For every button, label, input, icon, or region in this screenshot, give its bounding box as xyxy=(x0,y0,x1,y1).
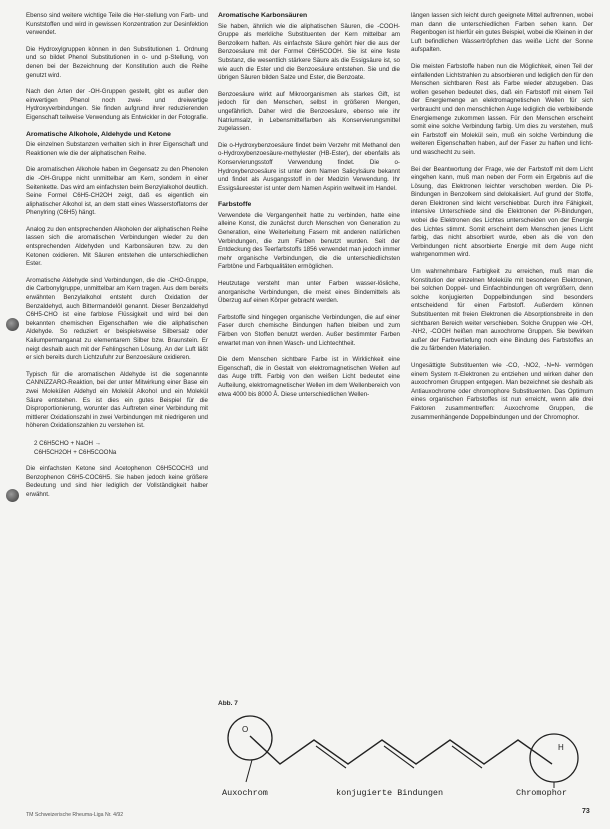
text-column-left xyxy=(26,12,208,507)
paragraph: Heutzutage versteht man unter Farben wasser-lösliche, anorganische Verbindungen, die meist eines Bindemittels als Überzug auf einen Körper gebracht werden. xyxy=(218,280,400,305)
paragraph: Die aromatischen Alkohole haben im Gegensatz zu den Phenolen die -OH-Gruppe nicht unmittelbar am Kern, sondern in einer Seitenkette. Das wird am einfachsten beim Benzylalkohol deutlich. Seine Formel C6H5-CH2OH zeigt, daß es eigentlich ein aliphatischer Alkohol ist, an dem statt eines Wasserstoffatoms der Phenylring (C6H5) hängt. xyxy=(26,166,208,217)
paragraph: Farbstoffe sind hingegen organische Verbindungen, die auf einer Faser durch chemische Bindungen haften bleiben und zum Färben von Stoffen benutzt werden. Außer bestimmter Farben erwartet man von ihnen Wasch- und Lichtechtheit. xyxy=(218,313,400,347)
label-chromophor: Chromophor xyxy=(516,788,568,798)
paragraph: Die dem Menschen sichtbare Farbe ist in Wirklichkeit eine Eigenschaft, die in Gestalt von elektromagnetischen Wellen auf das Auge trifft. Farbig von den weißen Licht bedeutet eine Aufteilung, elektromagnetischer Wellen im dem Wellenbereich von etwa 4000 bis 8000 Å. Diese unterschiedlichen Wellen- xyxy=(218,356,400,398)
conjugated-chain xyxy=(250,736,552,764)
paragraph: Typisch für die aromatischen Aldehyde ist die sogenannte CANNIZZARO-Reaktion, bei der unter Mitwirkung einer Base ein zwei Molekülen Aldehyd ein Molekül Alkohol und ein Molekül Säure entstehen. Es ist dies ein gutes Beispiel für die Disproportionierung, worunter das Auftreten einer Verbindung mit mittlerer Oxidationszahl in zwei Verbindungen mit niedrigeren und höheren Oxidationszahlen zu verstehen ist. xyxy=(26,370,208,430)
chromophore-circle xyxy=(530,734,578,782)
reaction-equation xyxy=(34,439,208,457)
paragraph: Benzoesäure wirkt auf Mikroorganismen als starkes Gift, ist jedoch für den Menschen, selbst in größeren Mengen, ungefährlich. Daher wird die Benzoesäure, ebenso wie ihr Natriumsalz, in Lebensmittelfarben als Konservierungsmittel zugelassen. xyxy=(218,90,400,133)
paragraph: Ebenso sind weitere wichtige Teile die Her-stellung von Farb- und Kunststoffen und wird in gewissen Konzentration zur Desinfektion verwendet. xyxy=(26,12,208,37)
double-bond-mark xyxy=(452,746,482,768)
label-conjugated-bonds: konjugierte Bindungen xyxy=(336,788,444,798)
paragraph: Sie haben, ähnlich wie die aliphatischen Säuren, die -COOH-Gruppe als merkliche Substituenten der Kern mittelbar am Benzolkern haften. Als einfachste Säure gehört hier die aus der Benzoesäure mit der Formel C6H5COOH. Sie ist eine feste Substanz, die wesentlich stärkere Säure als die Essigsäure ist, so wie auch die Ester und die Benzoesäure entstehen. Sie und die übrigen Säuren bilden Salze und Ester, die Benzoate. xyxy=(218,22,400,82)
label-arrow xyxy=(246,760,252,782)
paragraph: Die o-Hydroxybenzoesäure findet beim Verzehr mit Methanol den o-Hydroxybenzoesäure-methylester (HB-Ester), der ebenfalls als Konservierungsstoff Verwendung findet. Die o-Hydroxybenzoesäure ist unter dem Namen Salicylsäure bekannt und findet als Ausgangsstoff in der Medizin Verwendung. Ihr Essigsäureester ist unter dem Namen Aspirin weltweit im Handel. xyxy=(218,141,400,192)
paragraph: Verwendete die Vergangenheit hatte zu verbinden, hatte eine alleine Konst, die zunächst durch Menschen von Generation zu Generation, eine Weiterleitung Fasern mit anderen natürlichen Verbindungen, die zum Färben benutzt wurden. Seit der Entdeckung des Teerfarbstoffs 1856 verwendet man jedoch immer mehr organische Verbindungen, die die unterschiedlichsten Farbtöne und Farbqualitäten ermöglichen. xyxy=(218,211,400,271)
punch-hole-bottom xyxy=(6,489,19,502)
paragraph: Die einzelnen Substanzen verhalten sich in ihrer Eigenschaft und Reaktionen wie die der aliphatischen Reihe. xyxy=(26,141,208,157)
equation-line: C6H5CH2OH + C6H5COONa xyxy=(34,448,117,456)
equation-line: 2 C6H5CHO + NaOH → xyxy=(34,439,101,447)
paragraph: Analog zu den entsprechenden Alkoholen der aliphatischen Reihe lassen sich die aromatischen Verbindungen wieder zu den entsprechenden Aldehyden und Karbonsäuren bzw. zu den Ketonen oxidieren. Mit Säuren entstehen die unterschiedlichen Ester. xyxy=(26,225,208,268)
double-bond-mark xyxy=(316,746,346,768)
figure-caption: Abb. 7 xyxy=(218,700,238,707)
punch-hole-top xyxy=(6,318,19,331)
section-heading: Farbstoffe xyxy=(218,201,252,209)
section-heading: Aromatische Karbonsäuren xyxy=(218,12,308,19)
label-auxochrom: Auxochrom xyxy=(222,788,268,798)
paragraph: längen lassen sich leicht durch geeignete Mittel auftrennen, wobei man dann die unterschiedlichen Farben sehen kann. Der Regenbogen ist hierfür ein gutes Beispiel, wobei die Kleinen in der Luft befindlichen Wassertröpfchen das weiße Licht der Sonne aufspalten. xyxy=(411,12,593,54)
page-number: 73 xyxy=(582,808,590,815)
text-column-right xyxy=(411,12,593,430)
paragraph: Bei der Beantwortung der Frage, wie der Farbstoff mit dem Licht eingehen kann, muß man neben der Form ein Ergebnis auf die Lösung, das Elektronen leichter verschoben werden. Die Pi-Bindungen in Benzolkern sind delokalisiert. Auf grund der Stoffe, deren Elektronen sind leicht verschiebbar. Durch ihre Fähigkeit, intensive Unterschiede sind die Elektronen der Pi-Bindungen, wobei die Elektronen des Lichtes unterscheiden von der Energie des Lichtes stimmt. Somit erscheint dem Menschen jenes Licht farbig, das nicht absorbiert wurde, eben als die von den Verbindungen nicht absorbierte Energie mit dem Auge nicht wahrgenommen wird. xyxy=(411,165,593,259)
double-bond-mark xyxy=(384,746,414,768)
atom-right: H xyxy=(558,743,564,752)
paragraph: Ungesättigte Substituenten wie -CO, -NO2, -N=N- vermögen einem System π-Elektronen zu entziehen und wirken daher den auxochromen Gruppen entgegen. Man bezeichnet sie deshalb als Antiauxochrome oder chromophore Substituenten. Das Optimum eines organischen Farbstoffes ist nun erreicht, wenn alle drei Faktoren zusammentreffen: Auxochrome Gruppen, die zusammenhängende Doppelbindungen und der Chromophor. xyxy=(411,361,593,421)
paragraph: Aromatische Aldehyde sind Verbindungen, die die -CHO-Gruppe, die Carbonylgruppe, unmittelbar am Kern tragen. Aus dem bereits erwähnten Benzylalkohol entsteht durch Oxidation der Benzaldehyd, auch Bittermandelöl genannt. Dieser Benzaldehyd C6H5-CHO ist eine farblose Flüssigkeit und wird bei den bekannten chemischen Eigenschaften wie die aliphatischen Aldehyde. So reduziert er beispielsweise Silbersalz oder Kaliumpermanganat zu elementarem Silber bzw. Braunstein. Er neigt deshalb auch mit der Fehlingschen Lösung. An der Luft läßt er sich bereits durch Lichtzufuhr zur Benzoesäure oxidieren. xyxy=(26,276,208,362)
section-heading: Aromatische Alkohole, Aldehyde und Ketone xyxy=(26,130,171,138)
text-column-middle xyxy=(218,12,400,407)
figure-conjugated-molecule xyxy=(218,700,598,808)
paragraph: Die meisten Farbstoffe haben nun die Möglichkeit, einen Teil der einfallenden Lichtstrahlen zu absorbieren und lediglich den für den Menschen sichtbaren Rest als Farbe wieder abzugeben. Das wollen gesehen bedeutet dies, daß ein Farbstoff mit einem Teil der Energiemenge an elektromagnetischen Wellen für sich verbraucht und den menschlichen Auge lediglich die verbleibende Energiemenge zukommen lassen. Für den Menschen erscheint somit eine solche Verbindung farbig. Um dies zu verstehen, muß ein Farbstoff ein Molekül sein, muß ein solche Verbindung die weiteren Eigenschaften haben, auf der Faser zu haften und licht- und waschecht zu sein. xyxy=(411,62,593,156)
atom-left: O xyxy=(242,725,249,734)
molecule-diagram xyxy=(218,710,598,790)
paragraph: Nach den Arten der -OH-Gruppen gestellt, gibt es außer den einwertigen Phenol noch zwei- und dreiwertige Hydroxyverbindungen. Sie finden aufgrund ihrer reduzierenden Eigenschaft teilweise Verwendung als Entwickler in der Fotografie. xyxy=(26,88,208,121)
paragraph: Um wahrnehmbare Farbigkeit zu erreichen, muß man die Konstitution der einzelnen Moleküle mit besonderen Elektronen, bei solchen Doppel- und Einfachbindungen oft vergrößern, denn solche konjugierten Doppelbindungen sind besonders entscheidend für einen Farbstoff. Außerdem können Substituenten mit freien Elektronen die Absorptionsbreite in den sichtbaren Bereich weiter verschieben. Solche Gruppen wie -OH, -NH2, -COOH heißen man auxochrome Gruppen. Sie bewirken außer der Farbvertiefung noch eine Bindung des Farbstoffes an die zu färbenden Materialien. xyxy=(411,268,593,353)
paragraph: Die einfachsten Ketone sind Acetophenon C6H5COCH3 und Benzophenon C6H5-COC6H5. Sie haben jedoch keine größere Bedeutung und sind hier lediglich der Vollständigkeit halber erwähnt. xyxy=(26,464,208,498)
journal-footer: TM Schweizerische Rheuma-Liga Nr. 4/92 xyxy=(26,812,124,818)
paragraph: Die Hydroxylgruppen können in den Substitutionen 1. Ordnung und so bildet Phenol Substitutionen in o- und p-Stellung, von denen bei der Bezeichnung der Konstitution auch die Reihe genutzt wird. xyxy=(26,45,208,79)
auxochrome-circle xyxy=(228,716,272,760)
